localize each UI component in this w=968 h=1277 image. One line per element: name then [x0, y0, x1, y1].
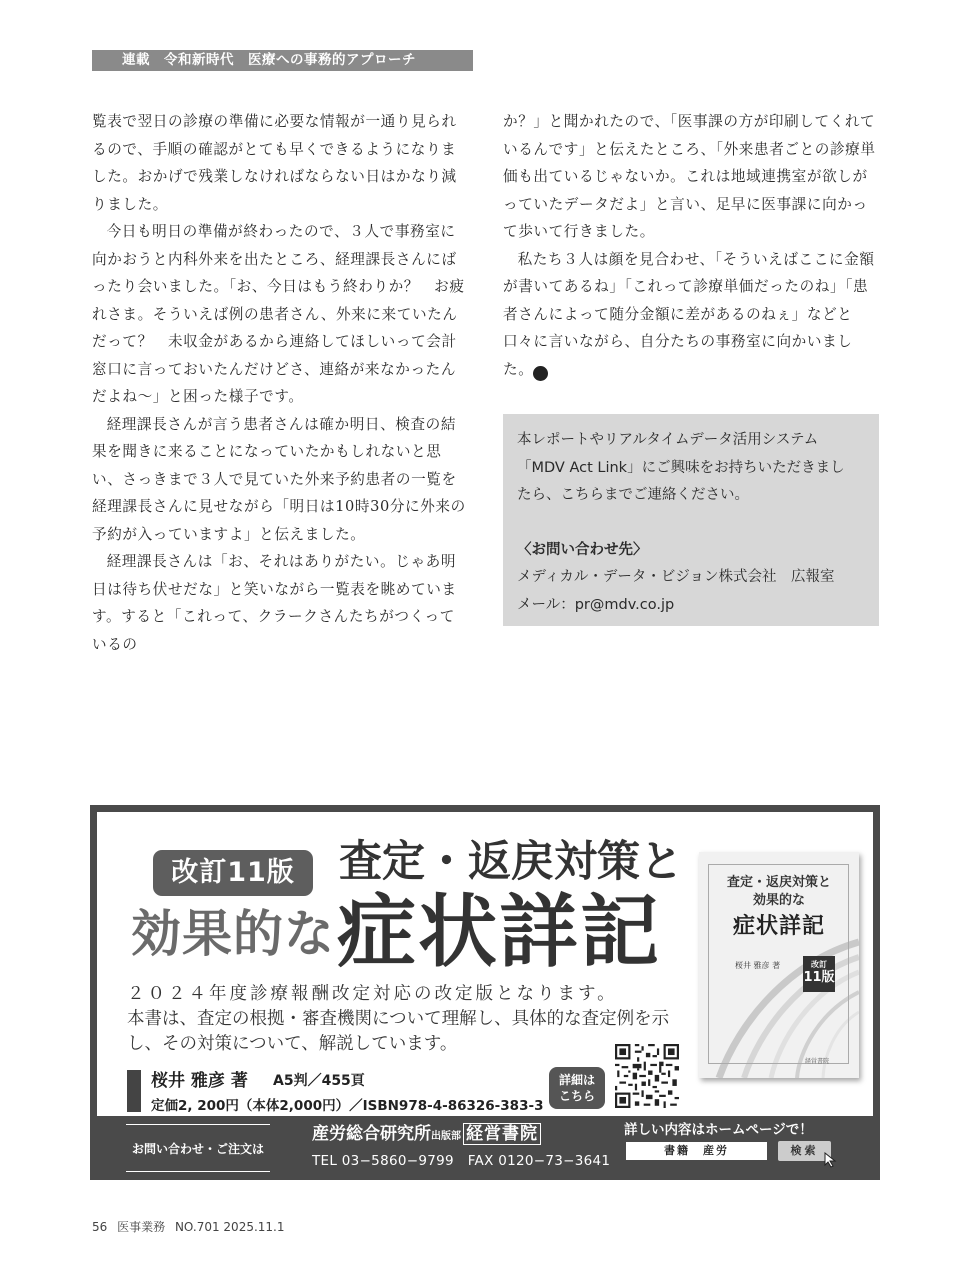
book-cover-author: 桜井 雅彦 著	[735, 961, 781, 970]
book-cover-badge-num: 11版	[803, 970, 835, 985]
contact-line: たら、こちらまでご連絡ください。	[517, 487, 749, 503]
end-mark-icon: M	[533, 366, 548, 381]
contact-box	[503, 414, 879, 626]
ad-contact-strip	[90, 1116, 880, 1180]
book-advertisement	[90, 805, 880, 1180]
publisher-dept: 出版部	[431, 1131, 461, 1142]
contact-heading: 〈お問い合わせ先〉	[517, 541, 648, 558]
ad-title-main: 症状詳記	[337, 886, 661, 978]
contact-email[interactable]: メール：pr@mdv.co.jp	[517, 596, 675, 613]
contact-line: 本レポートやリアルタイムデータ活用システム	[517, 432, 819, 448]
book-price: 定価2, 200円（本体2,000円）／ISBN978-4-86326-383-3	[151, 1098, 544, 1114]
search-button[interactable]: 検索	[778, 1141, 831, 1161]
article-paragraph: 今日も明日の準備が終わったので、３人で事務室に向かおうと内科外来を出たところ、経理課長さんにばったり会いました。「お、今日はもう終わりか？ お疲れさま。そういえば例の患者さん、外来に来ていたんだって？ 未収金があるから連絡してほしいって会計窓口に言っておいたんだけどさ、連絡が来なかったんだよね〜」と困った様子です。	[92, 223, 465, 405]
article-paragraph: か？」と聞かれたので、「医事課の方が印刷してくれているんです」と伝えたところ、「外来患者ごとの診療単価も出ているじゃないか。これは地域連携室が欲しがっていたデータだよ」と言い、足早に医事課に向かって歩いて行きました。	[503, 113, 876, 240]
ad-description-line: ２０２４年度診療報酬改定対応の改定版となります。	[127, 984, 618, 1004]
inquiry-label: お問い合わせ・ご注文は	[126, 1124, 270, 1172]
publisher-company: 産労総合研究所	[312, 1124, 431, 1144]
author-accent-bar	[127, 1070, 141, 1112]
book-cover-publisher: 経営書院	[805, 1058, 830, 1065]
qr-code-icon[interactable]	[615, 1044, 679, 1108]
book-cover-badge-top: 改訂	[811, 960, 827, 969]
ad-main-panel	[97, 812, 873, 1116]
book-format: A5判／455頁	[273, 1073, 365, 1089]
series-title-bar: 連載 令和新時代 医療への事務的アプローチ	[92, 50, 473, 71]
ad-title-prefix: 効果的な	[131, 905, 335, 963]
book-cover-title2: 効果的な	[752, 893, 805, 908]
ad-title-line1: 査定・返戻対策と	[339, 837, 683, 887]
issue-info: NO.701 2025.11.1	[174, 1220, 285, 1234]
page-number: 56	[92, 1220, 108, 1234]
publisher-name	[312, 1122, 541, 1149]
article-column-left	[92, 108, 470, 658]
ad-description	[127, 982, 687, 1057]
book-author: 桜井 雅彦 著	[151, 1071, 248, 1091]
homepage-prompt: 詳しい内容はホームページで！	[624, 1122, 813, 1138]
book-cover-badge	[803, 956, 835, 992]
article-paragraph: 経理課長さんが言う患者さんは確か明日、検査の結果を聞きに来ることになっていたかもしれないと思い、さっきまで３人で見ていた外来予約患者の一覧を経理課長さんに見せながら「明日は10時30分に外来の予約が入っていますよ」と伝えました。	[92, 415, 466, 543]
book-cover-title1: 査定・返戻対策と	[726, 875, 831, 890]
page-footer	[92, 1218, 291, 1235]
article-paragraph: 覧表で翌日の診療の準備に必要な情報が一通り見られるので、手順の確認がとても早くできるようになりました。おかげで残業しなければならない日はかなり減りました。	[92, 113, 457, 213]
article-paragraph: 経理課長さんは「お、それはありがたい。じゃあ明日は待ち伏せだな」と笑いながら一覧表を眺めています。すると「これって、クラークさんたちがつくっているの	[92, 553, 457, 653]
edition-badge: 改訂11版	[153, 850, 313, 896]
article-column-right	[503, 108, 881, 383]
article-paragraph	[503, 246, 881, 384]
magazine-name: 医事業務	[117, 1220, 166, 1234]
cursor-arrow-icon	[824, 1152, 838, 1168]
publisher-brand: 経営書院	[463, 1123, 541, 1145]
search-input[interactable]: 書籍 産労	[626, 1142, 767, 1160]
ad-description-line: 本書は、査定の根拠・審査機関について理解し、具体的な査定例を示	[127, 1009, 670, 1029]
article-paragraph-text: 私たち３人は顔を見合わせ、「そういえばここに金額が書いてあるね」「これって診療単価だったのね」「患者さんによって随分金額に差があるのねぇ」などと口々に言いながら、自分たちの事務室に向かいました。	[503, 250, 875, 378]
contact-company: メディカル・データ・ビジョン株式会社 広報室	[517, 569, 835, 585]
book-cover	[699, 852, 859, 1078]
book-cover-title3: 症状詳記	[732, 914, 825, 939]
contact-line: 「MDV Act Link」にご興味をお持ちいただきまし	[517, 459, 845, 476]
ad-description-line: し、その対策について、解説しています。	[127, 1034, 458, 1054]
details-button[interactable]: 詳細は こちら	[549, 1067, 605, 1109]
publisher-phone: TEL 03−5860−9799 FAX 0120−73−3641	[312, 1153, 611, 1169]
